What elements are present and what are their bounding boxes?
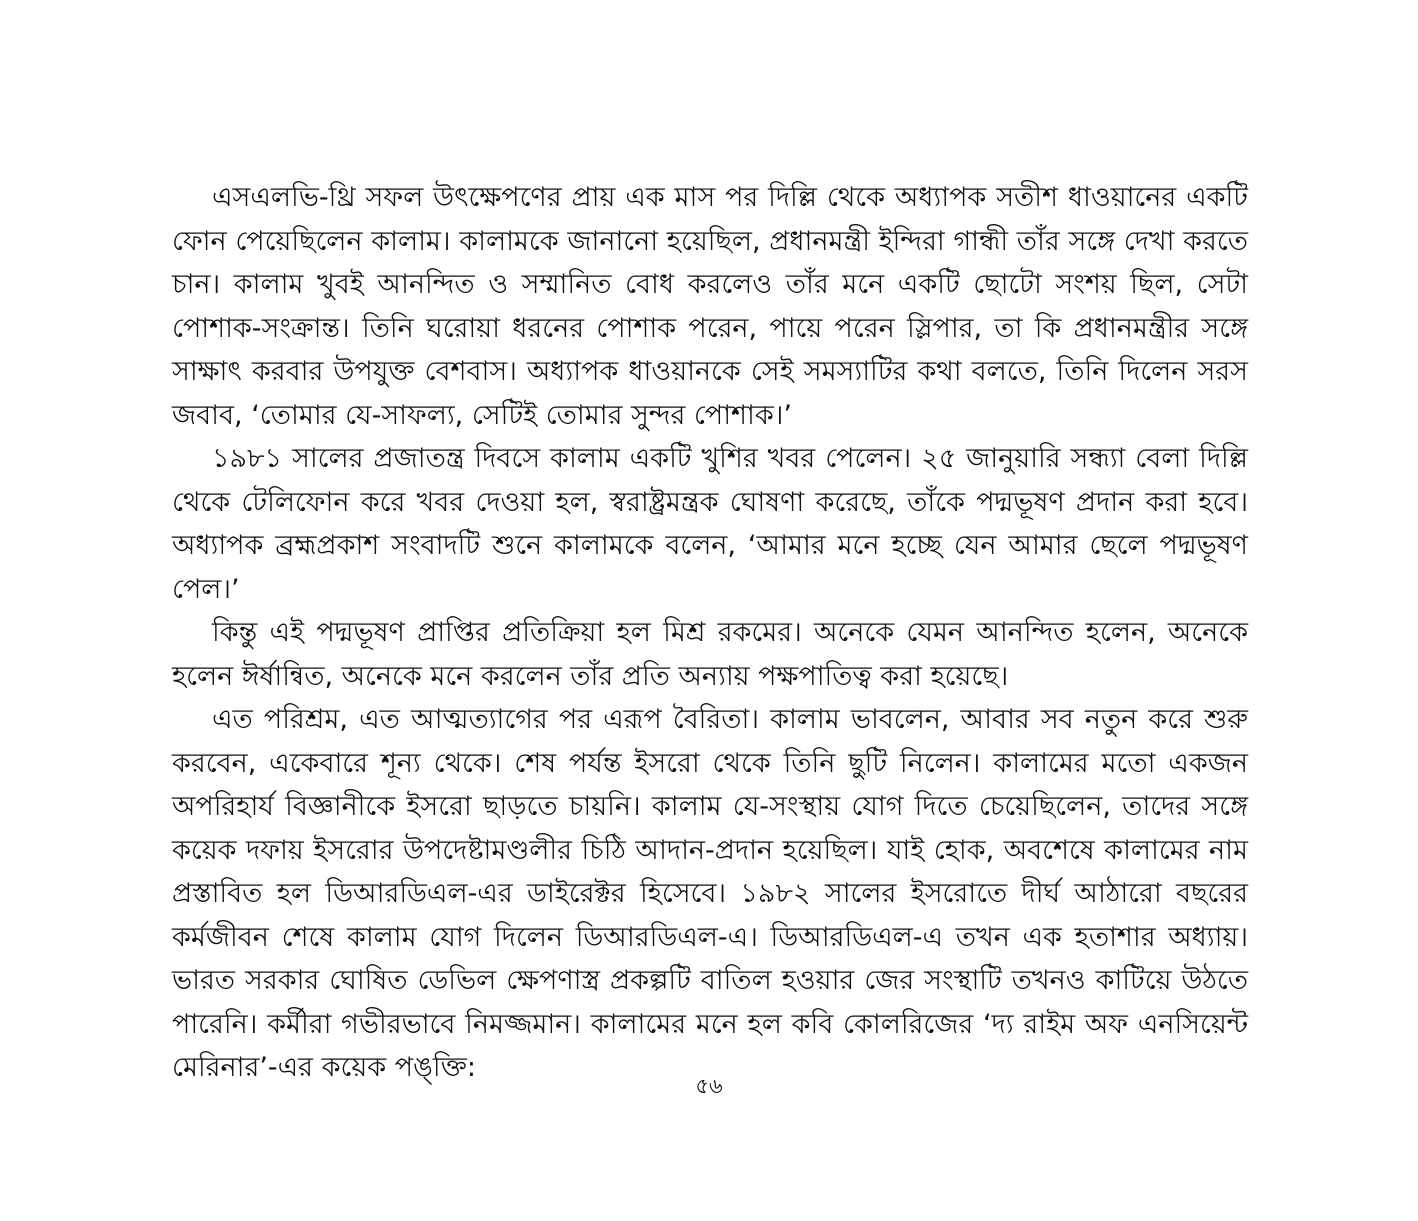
page-number: ৫৬ — [695, 1074, 723, 1098]
paragraph-2: ১৯৮১ সালের প্রজাতন্ত্র দিবসে কালাম একটি খুশির খবর পেলেন। ২৫ জানুয়ারি সন্ধ্যা বেলা দিল্লি থেকে টেলিফোন করে খবর দেওয়া হল, স্বরাষ্ট্রমন্ত্রক ঘোষণা করেছে, তাঁকে পদ্মভূষণ প্রদান করা হবে। অধ্যাপক ব্রহ্মপ্রকাশ সংবাদটি শুনে কালামকে বলেন, ‘আমার মনে হচ্ছে যেন আমার ছেলে পদ্মভূষণ পেল।’ — [172, 443, 1248, 605]
paragraph-4: এত পরিশ্রম, এত আত্মত্যাগের পর এরূপ বৈরিতা। কালাম ভাবলেন, আবার সব নতুন করে শুরু করবেন, একেবারে শূন্য থেকে। শেষ পর্যন্ত ইসরো থেকে তিনি ছুটি নিলেন। কালামের মতো একজন অপরিহার্য বিজ্ঞানীকে ইসরো ছাড়তে চায়নি। কালাম যে-সংস্থায় যোগ দিতে চেয়েছিলেন, তাদের সঙ্গে কয়েক দফায় ইসরোর উপদেষ্টামণ্ডলীর চিঠি আদান-প্রদান হয়েছিল। যাই হোক, অবশেষে কালামের নাম প্রস্তাবিত হল ডিআরডিএল-এর ডাইরেক্টর হিসেবে। ১৯৮২ সালের ইসরোতে দীর্ঘ আঠারো বছরের কর্মজীবন শেষে কালাম যোগ দিলেন ডিআরডিএল-এ। ডিআরডিএল-এ তখন এক হতাশার অধ্যায়। ভারত সরকার ঘোষিত ডেভিল ক্ষেপণাস্ত্র প্রকল্পটি বাতিল হওয়ার জের সংস্থাটি তখনও কাটিয়ে উঠতে পারেনি। কর্মীরা গভীরভাবে নিমজ্জমান। কালামের মনে হল কবি কোলরিজের ‘দ্য রাইম অফ এনসিয়েন্ট মেরিনার’-এর কয়েক পঙ্‌ক্তি: — [172, 704, 1248, 1083]
body-text — [172, 176, 1248, 1090]
paragraph-3: কিন্তু এই পদ্মভূষণ প্রাপ্তির প্রতিক্রিয়া হল মিশ্র রকমের। অনেকে যেমন আনন্দিত হলেন, অনেকে হলেন ঈর্ষান্বিত, অনেকে মনে করলেন তাঁর প্রতি অন্যায় পক্ষপাতিত্ব করা হয়েছে। — [172, 617, 1248, 692]
paragraph-1: এসএলভি-থ্রি সফল উৎক্ষেপণের প্রায় এক মাস পর দিল্লি থেকে অধ্যাপক সতীশ ধাওয়ানের একটি ফোন পেয়েছিলেন কালাম। কালামকে জানানো হয়েছিল, প্রধানমন্ত্রী ইন্দিরা গান্ধী তাঁর সঙ্গে দেখা করতে চান। কালাম খুবই আনন্দিত ও সম্মানিত বোধ করলেও তাঁর মনে একটি ছোটো সংশয় ছিল, সেটা পোশাক-সংক্রান্ত। তিনি ঘরোয়া ধরনের পোশাক পরেন, পায়ে পরেন স্লিপার, তা কি প্রধানমন্ত্রীর সঙ্গে সাক্ষাৎ করবার উপযুক্ত বেশবাস। অধ্যাপক ধাওয়ানকে সেই সমস্যাটির কথা বলতে, তিনি দিলেন সরস জবাব, ‘তোমার যে-সাফল্য, সেটিই তোমার সুন্দর পোশাক।’ — [172, 182, 1248, 431]
